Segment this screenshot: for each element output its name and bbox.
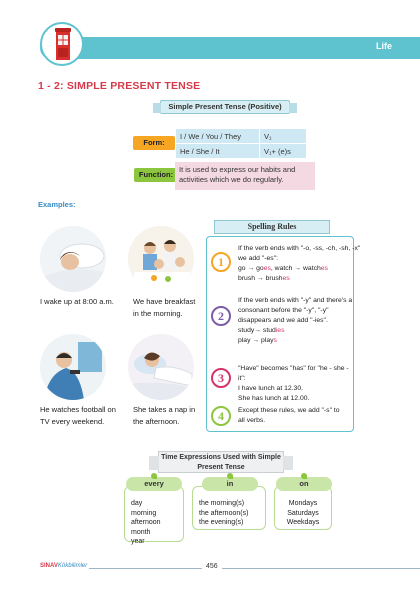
list-item: Saturdays xyxy=(287,509,319,517)
man-watching-tv-photo xyxy=(40,334,106,400)
example-caption: He watches football on TV every weekend. xyxy=(40,405,116,426)
spelling-rule-1 xyxy=(238,244,368,284)
list-item: year xyxy=(131,538,145,545)
time-expression-heading: every xyxy=(126,477,182,491)
form-subject-cell: I / We / You / They xyxy=(176,129,260,144)
list-item: the evening(s) xyxy=(199,519,244,526)
form-verb-cell: V₁+ (e)s xyxy=(260,144,307,159)
rule-example: study→ studies xyxy=(238,327,285,334)
list-item: day xyxy=(131,500,143,507)
form-verb-cell: V₁ xyxy=(260,129,307,144)
rule-text: "Have" becomes "has" for "he - she - it": xyxy=(238,365,349,382)
time-expression-column xyxy=(274,486,332,530)
rule-example: I have lunch at 12.30. xyxy=(238,385,303,392)
list-item: morning xyxy=(131,509,157,517)
list-item: Weekdays xyxy=(286,519,320,526)
woman-napping-photo xyxy=(128,334,194,400)
table-row xyxy=(176,129,307,144)
spelling-rule-2 xyxy=(238,296,358,346)
family-breakfast-photo xyxy=(128,226,194,292)
table-row xyxy=(176,144,307,159)
rule-example: She has lunch at 12.00. xyxy=(238,395,310,402)
section-header-bar xyxy=(40,37,420,59)
sleeping-woman-photo xyxy=(40,226,106,292)
function-label: Function: xyxy=(134,168,178,182)
rule-text: Except these rules, we add "-s" to all verbs. xyxy=(238,407,340,424)
example-caption: We have breakfast in the morning. xyxy=(133,297,196,318)
rule-example: go → goes, watch → watches xyxy=(238,265,328,272)
positive-ribbon: Simple Present Tense (Positive) xyxy=(160,100,290,114)
spelling-rule-3 xyxy=(238,364,358,404)
phone-booth-icon xyxy=(54,27,72,61)
time-expression-heading: in xyxy=(202,477,258,491)
rule-text: If the verb ends with "-o, -ss, -ch, -sh, -x" we add "-es": xyxy=(238,245,361,262)
time-expression-heading: on xyxy=(276,477,332,491)
examples-label: Examples: xyxy=(38,200,76,209)
rule-number-badge: 3 xyxy=(211,368,231,388)
list-item: the afternoon(s) xyxy=(199,509,249,517)
page-title: 1 - 2: SIMPLE PRESENT TENSE xyxy=(38,80,201,92)
time-expressions-title: Time Expressions Used with Simple Present Tense xyxy=(158,451,284,473)
spelling-rules-title: Spelling Rules xyxy=(214,220,330,234)
form-label: Form: xyxy=(133,136,175,150)
function-text: It is used to express our habits and activities which we do regularly. xyxy=(175,162,315,190)
page-number: 456 xyxy=(202,563,222,570)
list-item: the morning(s) xyxy=(199,500,245,507)
rule-number-badge: 4 xyxy=(211,406,231,426)
spelling-rule-4 xyxy=(238,406,348,426)
rule-number-badge: 1 xyxy=(211,252,231,272)
example-caption: She takes a nap in the afternoon. xyxy=(133,405,196,426)
publisher-logo: SINAVKökbilimler xyxy=(40,563,88,569)
time-expression-column xyxy=(192,486,266,530)
list-item: afternoon xyxy=(131,519,161,526)
rule-example: brush → brushes xyxy=(238,275,290,282)
form-subject-cell: He / She / It xyxy=(176,144,260,159)
rule-text: If the verb ends with "-y" and there's a consonant before the "-y", "-y" disappears and we add "-ies". xyxy=(238,297,353,324)
rule-example: play → plays xyxy=(238,337,277,344)
list-item: month xyxy=(131,528,151,536)
time-expression-column xyxy=(124,486,184,545)
section-name: Life xyxy=(375,41,392,51)
form-table xyxy=(175,128,307,159)
rule-number-badge: 2 xyxy=(211,306,231,326)
footer-divider xyxy=(40,568,420,569)
list-item: Mondays xyxy=(288,500,318,507)
example-caption: I wake up at 8:00 a.m. xyxy=(40,297,114,306)
